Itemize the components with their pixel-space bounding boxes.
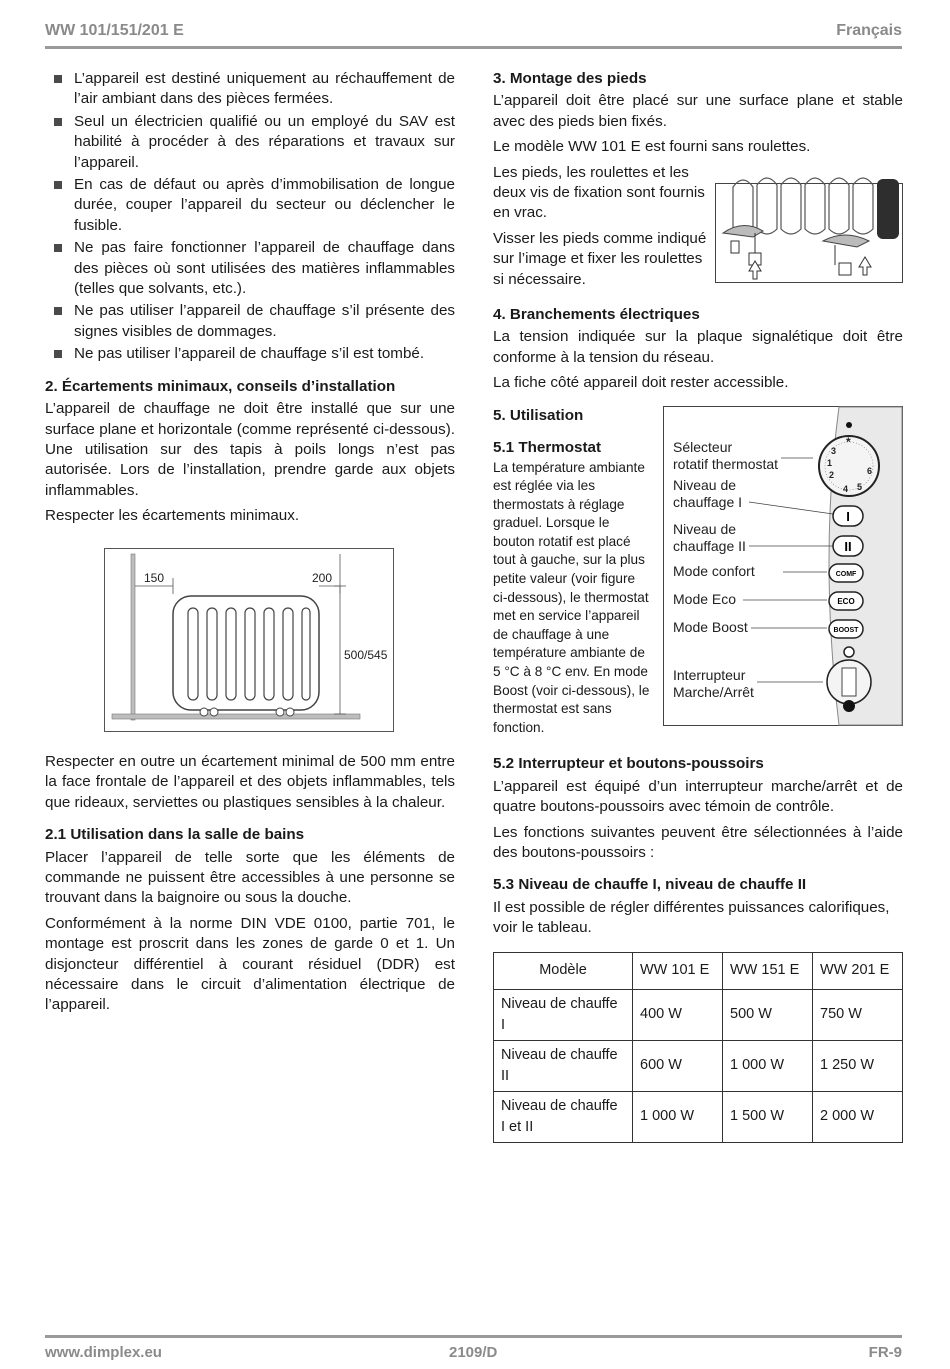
eco-button-label: ECO [837,596,855,606]
paragraph: La tension indiquée sur la plaque signalétique doit être conforme à la tension du réseau. [493,328,903,366]
list-item: Seul un électricien qualifié ou un employé du SAV est habilité à procéder à des réparations et travaux sur l’appareil. [45,112,455,173]
table-row [494,952,903,989]
list-item: L’appareil est destiné uniquement au réchauffement de l’air ambiant dans des pièces fermées. [45,69,455,110]
dim-left-label: 150 [144,570,165,585]
section-5-title: 5. Utilisation [493,406,584,424]
header-rule [45,46,902,49]
table-header-cell: WW 151 E [723,952,813,989]
table-cell: 1 000 W [633,1091,723,1142]
table-header-cell: WW 201 E [813,952,903,989]
label-comfort: Mode confort [673,562,755,579]
usage-block [493,406,903,743]
page-header [45,22,902,42]
label-switch-2: Marche/Arrêt [673,683,754,700]
paragraph: La température ambiante est réglée via les thermostats à réglage graduel. Lorsque le bouton rotatif est placé tout à gauche, sur la plus petite valeur (voir figure ci-dessous), le thermostat met en service l’appareil de chauffage à une température ambiante de 5 °C à 8 °C env. En mode Boost (voir ci-dessous), le thermostat est sans fonction. [493,459,650,735]
table-header-cell: Modèle [494,952,633,989]
table-cell: Niveau de chauffe I et II [494,1091,633,1142]
table-cell: 1 250 W [813,1040,903,1091]
table-cell: 750 W [813,989,903,1040]
comfort-button[interactable] [829,564,863,582]
label-switch-1: Interrupteur [673,666,746,683]
section-2-title: 2. Écartements minimaux, conseils d’installation [45,377,396,395]
comfort-button-label: COMF [835,570,857,578]
table-cell: Niveau de chauffe II [494,1040,633,1091]
table-cell: 400 W [633,989,723,1040]
section-3-title: 3. Montage des pieds [493,70,647,87]
section-2-1-title: 2.1 Utilisation dans la salle de bains [45,826,305,844]
feet-block [493,163,903,295]
table-cell: 2 000 W [813,1091,903,1142]
paragraph: La fiche côté appareil doit rester accessible. [493,374,789,392]
feet-mounting-figure [715,167,903,283]
left-column [45,69,455,1021]
dim-top-label: 200 [312,570,333,585]
label-level1-2: chauffage I [673,493,743,510]
paragraph: Respecter en outre un écartement minimal de 500 mm entre la face frontale de l’appareil et des objets inflammables, tels que rideaux, serviettes ou plastiques sensibles à la chaleur. [45,752,455,811]
footer-doc-code: 2109/D [449,1344,498,1361]
paragraph: Conformément à la norme DIN VDE 0100, partie 701, le montage est proscrit dans les zones de garde 0 et 1. Un disjoncteur différentiel à courant résiduel (DDR) est nécessaire dans le circuit d’alimentation électrique de l’appareil. [45,914,455,1014]
table-cell: Niveau de chauffe I [494,989,633,1040]
dim-height-label: 500/545 [344,647,388,662]
page-footer [45,1344,902,1364]
footer-rule [45,1335,902,1338]
power-table [493,952,903,1143]
level2-button-label: II [844,538,852,554]
power-switch[interactable] [827,660,871,704]
dial-tick-label: 2 [829,469,835,480]
paragraph: Il est possible de régler différentes puissances calorifiques, voir le tableau. [493,898,890,937]
paragraph: Respecter les écartements minimaux. [45,507,300,525]
paragraph: Les pieds, les roulettes et les deux vis de fixation sont fournis en vrac. [493,163,705,222]
table-row [494,989,903,1040]
safety-list [45,69,455,365]
dial-tick-label: 3 [831,445,837,456]
section-4-title: 4. Branchements électriques [493,306,700,324]
header-language: Français [836,22,902,39]
table-cell: 1 000 W [723,1040,813,1091]
label-selector-2: rotatif thermostat [673,455,779,472]
label-selector-1: Sélecteur [673,438,733,455]
dial-tick-label: 5 [857,481,863,492]
clearance-figure [104,548,394,732]
dial-tick-label: 1 [827,457,833,468]
eco-button[interactable] [829,592,863,610]
paragraph: Le modèle WW 101 E est fourni sans roulettes. [493,138,811,156]
control-panel-figure [663,406,903,726]
label-level1-1: Niveau de [673,476,737,493]
header-model: WW 101/151/201 E [45,22,184,39]
label-boost: Mode Boost [673,618,748,635]
label-level2-1: Niveau de [673,520,737,537]
paragraph: Les fonctions suivantes peuvent être sélectionnées à l’aide des boutons-poussoirs : [493,823,903,862]
footer-page-number: FR-9 [868,1344,902,1361]
label-eco: Mode Eco [673,590,737,607]
table-cell: 1 500 W [723,1091,813,1142]
list-item: Ne pas utiliser l’appareil de chauffage s’il présente des signes visibles de dommages. [45,301,455,342]
dial-tick-label: 4 [843,483,849,494]
boost-button[interactable] [829,620,863,638]
table-cell: 500 W [723,989,813,1040]
list-item: Ne pas utiliser l’appareil de chauffage s’il est tombé. [45,344,455,364]
paragraph: Visser les pieds comme indiqué sur l’image et fixer les roulettes si nécessaire. [493,229,707,288]
table-cell: 600 W [633,1040,723,1091]
table-row [494,1040,903,1091]
label-level2-2: chauffage II [673,537,746,554]
paragraph: L’appareil de chauffage ne doit être installé que sur une surface plane et horizontale (comme représenté ci-dessous). Une utilisation sur des tapis à poils longs n’est pas autorisée. Lors de l’installation, prendre garde aux objets inflammables. [45,400,455,499]
right-column [493,69,903,1143]
level1-button[interactable] [833,506,863,526]
level1-button-label: I [846,508,850,524]
table-row [494,1091,903,1142]
section-5-1-title: 5.1 Thermostat [493,439,602,457]
dial-tick-label: 6 [867,465,873,476]
section-5-2-title: 5.2 Interrupteur et boutons-poussoirs [493,755,764,773]
paragraph: Placer l’appareil de telle sorte que les éléments de commande ne puissent être accessibles à une personne se trouvant dans la baignoire ou sous la douche. [45,848,455,907]
level2-button[interactable] [833,536,863,556]
paragraph: L’appareil est équipé d’un interrupteur marche/arrêt et de quatre boutons-poussoirs avec témoin de contrôle. [493,777,903,816]
dial-tick-label: * [846,434,851,449]
footer-website: www.dimplex.eu [45,1344,162,1361]
list-item: Ne pas faire fonctionner l’appareil de chauffage dans des pièces où sont utilisées des matières inflammables (telles que solvants, etc.). [45,238,455,299]
table-header-cell: WW 101 E [633,952,723,989]
paragraph: L’appareil doit être placé sur une surface plane et stable avec des pieds bien fixés. [493,92,903,130]
boost-button-label: BOOST [833,626,859,634]
list-item: En cas de défaut ou après d’immobilisation de longue durée, couper l’appareil du secteur ou déclencher le fusible. [45,175,455,236]
section-5-3-title: 5.3 Niveau de chauffe I, niveau de chauffe II [493,876,807,894]
